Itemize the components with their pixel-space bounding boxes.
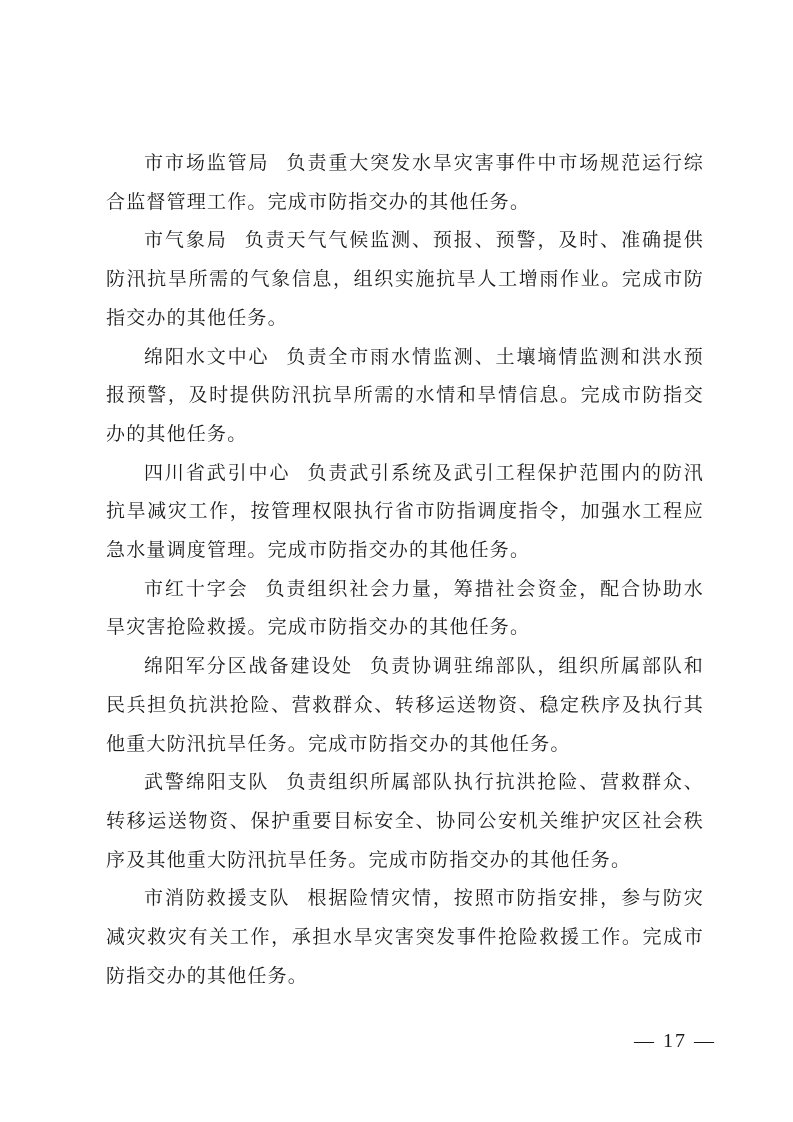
paragraph-text: 负责天气气候监测、预报、预警，及时、准确提供防汛抗旱所需的气象信息，组织实施抗旱人工增雨作业。完成市防指交办的其他任务。 <box>106 229 704 329</box>
paragraph-text: 负责协调驻绵部队，组织所属部队和民兵担负抗洪抢险、营救群众、转移运送物资、稳定秩序及执行其他重大防汛抗旱任务。完成市防指交办的其他任务。 <box>106 655 704 755</box>
paragraph <box>106 221 704 337</box>
organization-name: 绵阳军分区战备建设处 <box>144 655 354 678</box>
paragraph <box>106 144 704 221</box>
paragraph <box>106 763 704 879</box>
organization-name: 市市场监管局 <box>144 152 270 174</box>
paragraph <box>106 647 704 763</box>
organization-name: 四川省武引中心 <box>144 461 291 484</box>
paragraph <box>106 454 704 570</box>
organization-name: 市气象局 <box>144 229 228 252</box>
paragraph <box>106 338 704 454</box>
document-body <box>106 144 704 995</box>
paragraph-text: 负责组织所属部队执行抗洪抢险、营救群众、转移运送物资、保护重要目标安全、协同公安机关维护灾区社会秩序及其他重大防汛抗旱任务。完成市防指交办的其他任务。 <box>106 771 704 871</box>
paragraph-text: 根据险情灾情，按照市防指安排，参与防灾减灾救灾有关工作，承担水旱灾害突发事件抢险救援工作。完成市防指交办的其他任务。 <box>106 887 704 987</box>
paragraph-text: 负责武引系统及武引工程保护范围内的防汛抗旱减灾工作，按管理权限执行省市防指调度指令，加强水工程应急水量调度管理。完成市防指交办的其他任务。 <box>106 461 704 562</box>
paragraph-text: 负责全市雨水情监测、土壤墒情监测和洪水预报预警，及时提供防汛抗旱所需的水情和旱情信息。完成市防指交办的其他任务。 <box>106 345 704 445</box>
paragraph <box>106 879 704 995</box>
paragraph <box>106 570 704 647</box>
paragraph-text: 负责重大突发水旱灾害事件中市场规范运行综合监督管理工作。完成市防指交办的其他任务。 <box>106 152 704 213</box>
organization-name: 市红十字会 <box>144 577 249 600</box>
organization-name: 市消防救援支队 <box>144 887 291 910</box>
paragraph-text: 负责组织社会力量，筹措社会资金，配合协助水旱灾害抢险救援。完成市防指交办的其他任务。 <box>106 577 704 639</box>
organization-name: 绵阳水文中心 <box>144 345 270 368</box>
organization-name: 武警绵阳支队 <box>144 771 270 794</box>
page-number: — 17 — <box>634 1030 716 1052</box>
